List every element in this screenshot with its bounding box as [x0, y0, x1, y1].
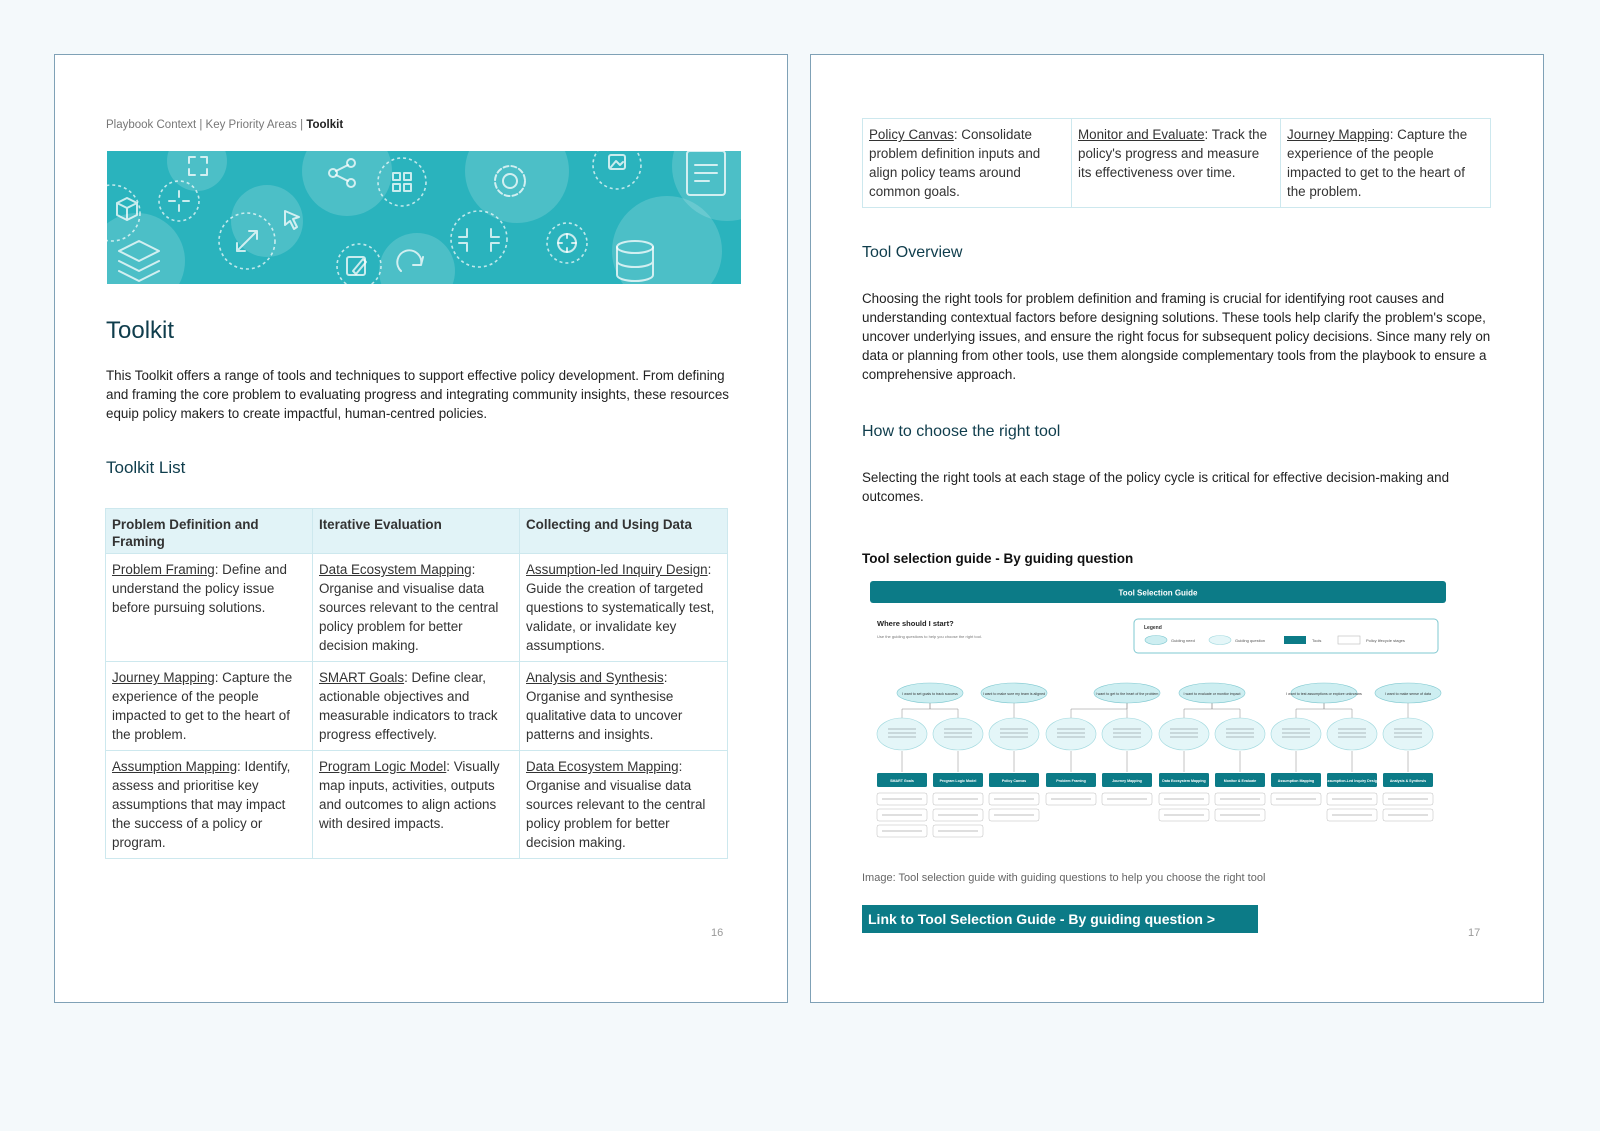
tool-selection-guide-image: [862, 577, 1456, 845]
table-row: [863, 119, 1491, 208]
breadcrumb-current: Toolkit: [306, 119, 344, 131]
table-row: [106, 554, 728, 662]
tool-description: : Capture the experience of the people impacted to get to the heart of the problem.: [112, 670, 293, 742]
table-cell: [313, 751, 520, 859]
breadcrumb-separator: |: [296, 119, 307, 131]
image-caption: Image: Tool selection guide with guiding questions to help you choose the right tool: [862, 872, 1266, 884]
legend-label: Policy lifecycle stages: [1366, 638, 1405, 643]
column-header: Problem Definition and Framing: [106, 509, 313, 554]
tool-link-journey-mapping[interactable]: Journey Mapping: [112, 670, 215, 685]
tool-node-label: Data Ecosystem Mapping: [1162, 779, 1206, 783]
guide-start-title: Where should I start?: [877, 619, 954, 628]
tool-link-data-ecosystem-mapping[interactable]: Data Ecosystem Mapping: [319, 562, 472, 577]
tool-selection-guide-link-button[interactable]: Link to Tool Selection Guide - By guiding question >: [862, 905, 1258, 933]
tool-node-label: Monitor & Evaluate: [1223, 779, 1257, 783]
tool-description: : Organise and visualise data sources relevant to the central policy problem for better decision making.: [319, 562, 499, 653]
legend-swatch-stage: [1338, 636, 1360, 644]
column-header: Iterative Evaluation: [313, 509, 520, 554]
legend-label: Guiding question: [1235, 638, 1266, 643]
tool-link-analysis-and-synthesis[interactable]: Analysis and Synthesis: [526, 670, 664, 685]
tool-link-assumption-led-inquiry-design[interactable]: Assumption-led Inquiry Design: [526, 562, 708, 577]
table-cell: [520, 751, 728, 859]
guiding-question-node: [989, 718, 1039, 750]
guide-start-subtitle: Use the guiding questions to help you choose the right tool.: [877, 634, 982, 639]
table-cell: [106, 751, 313, 859]
table-cell: [863, 119, 1072, 208]
table-header-row: [106, 509, 728, 554]
table-cell: [1281, 119, 1491, 208]
tool-node-label: SMART Goals: [890, 779, 914, 783]
guiding-question-node: [1102, 718, 1152, 750]
table-cell: [313, 554, 520, 662]
breadcrumb: [106, 119, 343, 131]
guiding-question-node: [1383, 718, 1433, 750]
guiding-need-label: I want to make sure my team is aligned: [982, 692, 1046, 696]
breadcrumb-key-priority-areas[interactable]: Key Priority Areas: [205, 119, 297, 131]
page-number: 16: [711, 927, 724, 939]
guiding-question-node: [1159, 718, 1209, 750]
toolkit-table: [105, 508, 728, 859]
table-row: [106, 751, 728, 859]
guiding-question-node: [877, 718, 927, 750]
table-cell: [520, 554, 728, 662]
guiding-need-label: I want to evaluate or monitor impact: [1183, 692, 1241, 696]
tool-description: : Capture the experience of the people impacted to get to the heart of the problem.: [1287, 127, 1468, 199]
tool-description: : Track the policy's progress and measure its effectiveness over time.: [1078, 127, 1268, 180]
intro-paragraph: This Toolkit offers a range of tools and techniques to support effective policy development. From defining and framing the core problem to evaluating progress and integrating community insights, these resources equip policy makers to create impactful, human-centred policies.: [106, 368, 729, 421]
guiding-need-label: I want to make sense of data: [1385, 692, 1431, 696]
tool-selection-guide-heading: Tool selection guide - By guiding question: [862, 551, 1134, 566]
page-number: 17: [1468, 927, 1481, 939]
legend-label: Tools: [1312, 638, 1322, 643]
page-left: [54, 54, 788, 1003]
tool-node-label: Policy Canvas: [1001, 779, 1027, 783]
choose-tool-paragraph: Selecting the right tools at each stage of the policy cycle is critical for effective decision-making and outcomes.: [862, 470, 1450, 504]
tool-link-problem-framing[interactable]: Problem Framing: [112, 562, 215, 577]
toolkit-table-continued: [862, 118, 1491, 208]
guiding-need-label: I want to set goals to track success: [902, 692, 958, 696]
tool-description: : Define and understand the policy issue before pursuing solutions.: [112, 562, 287, 615]
tool-link-journey-mapping[interactable]: Journey Mapping: [1287, 127, 1390, 142]
column-header: Collecting and Using Data: [520, 509, 728, 554]
tool-link-monitor-and-evaluate[interactable]: Monitor and Evaluate: [1078, 127, 1205, 142]
table-cell: [106, 554, 313, 662]
guiding-question-node: [1327, 718, 1377, 750]
legend-swatch-tool: [1284, 636, 1306, 644]
guiding-need-label: I want to get to the heart of the problem: [1095, 692, 1159, 696]
guiding-question-node: [933, 718, 983, 750]
tool-node-label: Problem Framing: [1056, 779, 1086, 783]
tool-node-label: Journey Mapping: [1112, 779, 1142, 783]
tool-link-policy-canvas[interactable]: Policy Canvas: [869, 127, 954, 142]
legend-title: Legend: [1144, 625, 1162, 631]
tool-link-program-logic-model[interactable]: Program Logic Model: [319, 759, 447, 774]
toolkit-list-heading: Toolkit List: [106, 458, 186, 477]
table-cell: [106, 662, 313, 751]
tool-node-label: Program Logic Model: [939, 779, 977, 783]
tool-description: : Identify, assess and prioritise key assumptions that may impact the success of a policy or program.: [112, 759, 291, 850]
guiding-need-label: I want to test assumptions or explore unknowns: [1286, 692, 1362, 696]
guide-header-title: Tool Selection Guide: [1118, 588, 1198, 598]
choose-tool-heading: How to choose the right tool: [862, 423, 1061, 440]
tool-overview-heading: Tool Overview: [862, 244, 963, 261]
legend-swatch-question: [1209, 636, 1231, 645]
guiding-question-node: [1046, 718, 1096, 750]
guiding-question-node: [1215, 718, 1265, 750]
legend-label: Guiding need: [1171, 638, 1195, 643]
table-cell: [520, 662, 728, 751]
tool-link-smart-goals[interactable]: SMART Goals: [319, 670, 405, 685]
page-right: [810, 54, 1544, 1003]
table-cell: [313, 662, 520, 751]
toolkit-banner: [107, 151, 741, 284]
table-row: [106, 662, 728, 751]
tool-overview-paragraph: Choosing the right tools for problem definition and framing is crucial for identifying root causes and understanding contextual factors before designing solutions. These tools help clarify the problem's scope, uncover underlying issues, and ensure the right focus for subsequent policy decisions. Since many rely on data or planning from other tools, use them alongside complementary tools from the playbook to ensure a comprehensive approach.: [862, 291, 1491, 382]
breadcrumb-separator: |: [196, 119, 206, 131]
breadcrumb-playbook-context[interactable]: Playbook Context: [106, 119, 197, 131]
guiding-question-node: [1271, 718, 1321, 750]
tool-description: : Guide the creation of targeted questions to systematically test, validate, or invalidate key assumptions.: [526, 562, 715, 653]
tool-node-label: Assumption-Led Inquiry Design: [1324, 779, 1380, 783]
tool-description: : Visually map inputs, activities, outputs and outcomes to align actions with desired impacts.: [319, 759, 500, 831]
legend-swatch-need: [1145, 636, 1167, 645]
tool-node-label: Assumption Mapping: [1277, 779, 1315, 783]
page-title: Toolkit: [106, 317, 175, 344]
tool-description: : Organise and visualise data sources relevant to the central policy problem for better decision making.: [526, 759, 706, 850]
tool-description: : Consolidate problem definition inputs and align policy teams around common goals.: [869, 127, 1041, 199]
table-cell: [1072, 119, 1281, 208]
tool-link-assumption-mapping[interactable]: Assumption Mapping: [112, 759, 238, 774]
tool-link-data-ecosystem-mapping[interactable]: Data Ecosystem Mapping: [526, 759, 679, 774]
tool-description: : Define clear, actionable objectives and measurable indicators to track progress effectively.: [319, 670, 498, 742]
tool-node-label: Analysis & Synthesis: [1389, 779, 1427, 783]
tool-description: : Organise and synthesise qualitative data to uncover patterns and insights.: [526, 670, 683, 742]
